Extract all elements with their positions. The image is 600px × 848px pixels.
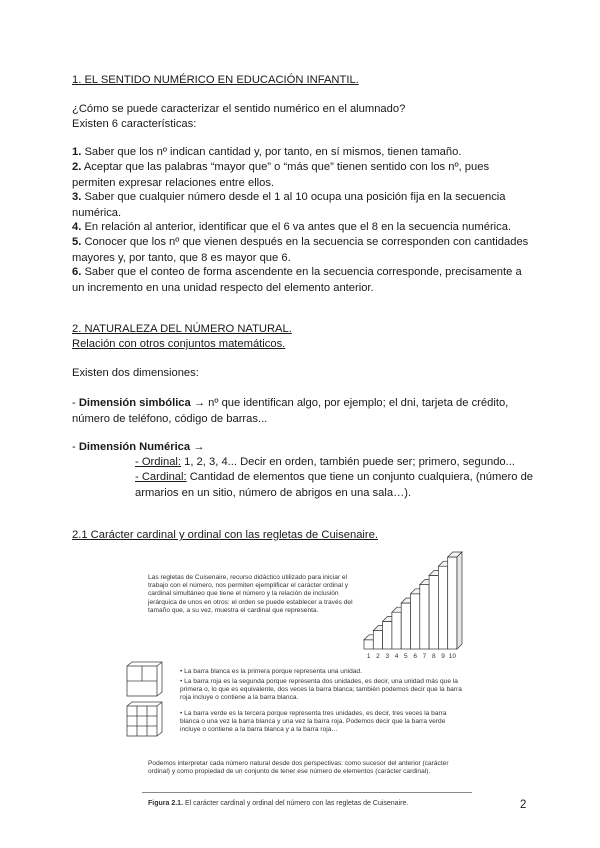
rod-axis-label: 9 xyxy=(441,653,445,660)
characteristic-item: 1. Saber que los nº indican cantidad y, por tanto, en sí mismos, tienen tamaño. xyxy=(72,146,462,158)
characteristic-item: 3. Saber que cualquier número desde el 1 al 10 ocupa una posición fija en la secuencia numérica. xyxy=(72,191,506,219)
rod-axis-label: 4 xyxy=(394,653,399,660)
rod-axis-label: 6 xyxy=(413,653,417,660)
characteristic-item: 6. Saber que el conteo de forma ascendente en la secuencia corresponde, precisamente a un incremento en una unidad respecto del elemento anterior. xyxy=(72,266,522,294)
rod-axis-label: 5 xyxy=(404,653,408,660)
characteristic-item: 5. Conocer que los nº que vienen después en la secuencia se corresponden con cantidades mayores y, por tanto, que 8 es mayor que 6. xyxy=(72,236,529,264)
ordinal-line: - Ordinal: 1, 2, 3, 4... Decir en orden, también puede ser; primero, segundo... xyxy=(135,456,515,468)
figure-bullet: • La barra verde es la tercera porque representa tres unidades, es decir, tres veces la barra blanca o una vez la barra blanca y una vez la barra roja. Podemos decir que la barra verde incluye o contiene a la barra blanca y a la barra roja… xyxy=(180,710,447,734)
figure-caption: Figura 2.1. El carácter cardinal y ordinal del número con las regletas de Cuisenaire. xyxy=(148,800,409,807)
figure-caption-divider xyxy=(142,792,472,793)
rod-axis-label: 10 xyxy=(448,653,456,660)
section1-question: ¿Cómo se puede caracterizar el sentido numérico en el alumnado? xyxy=(72,103,406,115)
section2-subheading: Relación con otros conjuntos matemáticos. xyxy=(72,338,286,350)
section1-intro: Existen 6 características: xyxy=(72,118,197,130)
section2-heading: 2. NATURALEZA DEL NÚMERO NATURAL. xyxy=(72,323,292,335)
cardinal-line: - Cardinal: Cantidad de elementos que tiene un conjunto cualquiera, (número de armarios en un sitio, número de abrigos en una sala…). xyxy=(135,471,534,499)
rod-blocks-illustration xyxy=(124,660,164,740)
rod-axis-label: 8 xyxy=(431,653,436,660)
figure-intro: Las regletas de Cuisenaire, recurso didáctico utilizado para iniciar el trabajo con el número, nos permiten ejemplificar el carácter ordinal y cardinal simultáneo que tiene el número y la relación de inclusión jerárquica de unos en otros: el orden se puede establecer a través del tamaño que, a su vez, muestra el cardinal que representa. xyxy=(148,574,353,614)
dimension-symbolic: - Dimensión simbólica → nº que identifican algo, por ejemplo; el dni, tarjeta de crédito, número de teléfono, código de barras... xyxy=(72,397,509,425)
rod-axis-label: 2 xyxy=(376,653,380,660)
rod-axis-label: 7 xyxy=(422,653,427,660)
characteristic-item: 2. Aceptar que las palabras “mayor que” o “más que” tienen sentido con los nº, pues permiten expresar relaciones entre ellos. xyxy=(72,161,490,189)
figure-closing: Podemos interpretar cada número natural desde dos perspectivas: como sucesor del anterior (carácter ordinal) y como propiedad de un conjunto de tener ese número de elementos (carácter cardinal). xyxy=(148,760,449,776)
section2-intro: Existen dos dimensiones: xyxy=(72,367,199,379)
section21-heading: 2.1 Carácter cardinal y ordinal con las regletas de Cuisenaire. xyxy=(72,529,378,541)
characteristic-item: 4. En relación al anterior, identificar que el 6 va antes que el 8 en la secuencia numérica. xyxy=(72,221,512,233)
dimension-numeric: - Dimensión Numérica → xyxy=(72,441,205,453)
section1-heading: 1. EL SENTIDO NUMÉRICO EN EDUCACIÓN INFANTIL. xyxy=(72,74,359,86)
cuisenaire-figure xyxy=(122,538,472,820)
rod-axis-label: 1 xyxy=(366,653,371,660)
rod-10 xyxy=(448,552,462,649)
cuisenaire-rods-illustration xyxy=(122,538,472,668)
figure-bullet: • La barra blanca es la primera porque representa una unidad. xyxy=(180,668,362,675)
figure-bullet: • La barra roja es la segunda porque representa dos unidades, es decir, una unidad más que la primera o, lo que es equivalente, dos veces la barra blanca; también podemos decir que la barra roja incluye o contiene a la barra blanca. xyxy=(180,678,462,702)
rod-axis-label: 3 xyxy=(385,653,390,660)
page-number: 2 xyxy=(520,799,527,811)
